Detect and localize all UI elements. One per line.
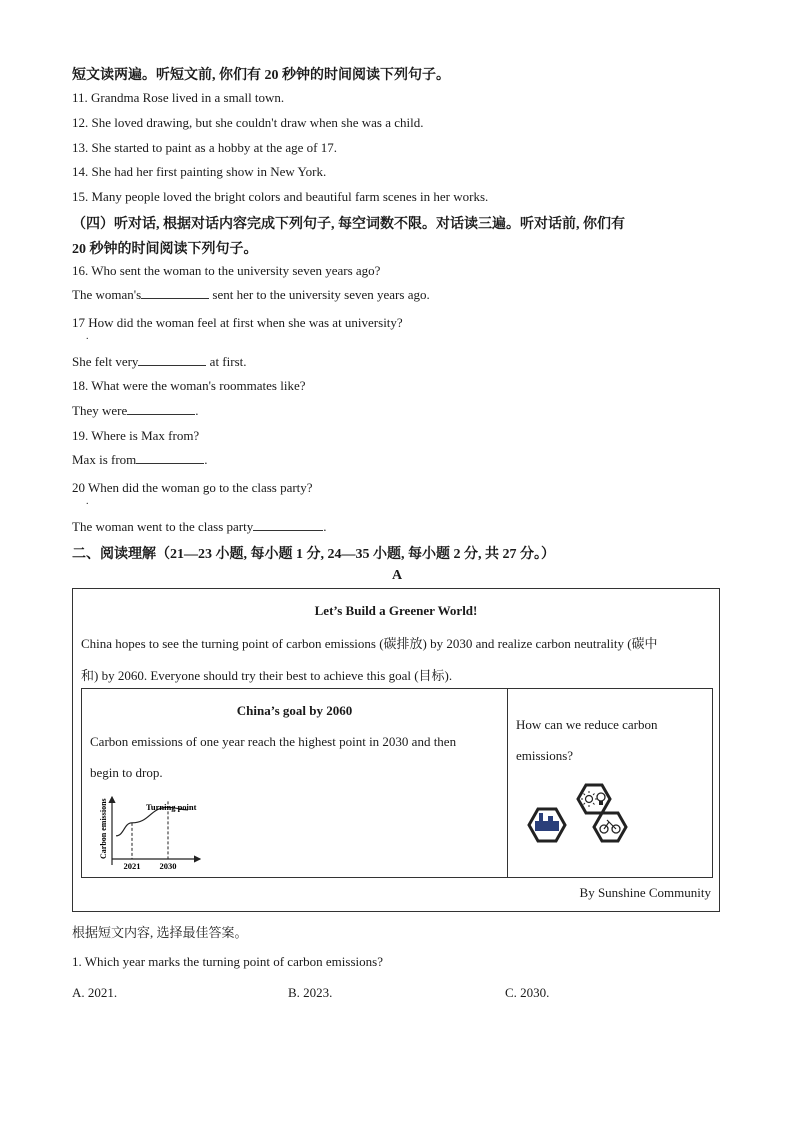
answer-prefix: They were (72, 403, 128, 418)
question-17: 17 How did the woman feel at first when she was at university? (72, 315, 403, 330)
question-line2: emissions? (516, 748, 574, 763)
answer-suffix: sent her to the university seven years ago. (209, 287, 430, 302)
goal-title: China’s goal by 2060 (236, 703, 353, 718)
tick-label-2030: 2030 (159, 861, 177, 869)
answer-blank-20[interactable] (253, 519, 323, 531)
dot-mark: . (86, 331, 89, 342)
answer-prefix: The woman went to the class party (72, 519, 254, 534)
answer-line-18 (72, 403, 198, 419)
poster-title: Let’s Build a Greener World! (314, 603, 478, 618)
statement-15: 15. Many people loved the bright colors and beautiful farm scenes in her works. (72, 189, 489, 204)
y-axis-label: Carbon emissions (99, 798, 108, 859)
option-c[interactable]: C. 2030. (505, 985, 550, 1000)
listening-instructions: 短文读两遍。听短文前, 你们有 20 秒钟的时间阅读下列句子。 (72, 68, 450, 83)
question-18: 18. What were the woman's roommates like? (72, 378, 306, 393)
answer-prefix: Max is from (72, 452, 137, 467)
goal-text-line1: Carbon emissions of one year reach the highest point in 2030 and then (90, 734, 457, 749)
poster-box (72, 588, 720, 912)
green-actions-illustration (526, 781, 636, 849)
answer-blank-18[interactable] (127, 403, 195, 415)
mcq-question: 1. Which year marks the turning point of carbon emissions? (72, 954, 383, 969)
task-instruction: 根据短文内容, 选择最佳答案。 (72, 925, 248, 940)
goal-text-line2: begin to drop. (90, 765, 163, 780)
option-a[interactable]: A. 2021. (72, 985, 118, 1000)
answer-blank-17[interactable] (138, 354, 206, 366)
answer-line-16 (72, 287, 430, 303)
section4-instructions-line1: （四）听对话, 根据对话内容完成下列句子, 每空词数不限。对话读三遍。听对话前, 你们有 (72, 217, 625, 232)
passage-label: A (391, 568, 403, 583)
question-16: 16. Who sent the woman to the university seven years ago? (72, 263, 381, 278)
question-19: 19. Where is Max from? (72, 428, 200, 443)
column-divider (507, 689, 508, 877)
answer-suffix: . (204, 452, 208, 467)
poster-intro-line1: China hopes to see the turning point of carbon emissions (碳排放) by 2030 and realize carbon neutrality (碳中 (81, 636, 658, 651)
option-b[interactable]: B. 2023. (288, 985, 333, 1000)
answer-suffix: at first. (206, 354, 247, 369)
answer-suffix: . (195, 403, 199, 418)
reading-section-header: 二、阅读理解（21—23 小题, 每小题 1 分, 24—35 小题, 每小题 2 分, 共 27 分。） (72, 547, 555, 562)
question-line1: How can we reduce carbon (516, 717, 658, 732)
dot-mark: . (86, 496, 89, 507)
statement-14: 14. She had her first painting show in New York. (72, 164, 327, 179)
question-20: 20 When did the woman go to the class party? (72, 480, 313, 495)
answer-prefix: The woman's (72, 287, 142, 302)
turning-point-annotation: Turning point (146, 802, 197, 812)
answer-suffix: . (323, 519, 327, 534)
section4-instructions-line2: 20 秒钟的时间阅读下列句子。 (72, 242, 258, 257)
answer-blank-16[interactable] (141, 287, 209, 299)
poster-inner-table (81, 688, 713, 878)
emissions-chart (96, 793, 206, 869)
poster-intro-line2: 和) by 2060. Everyone should try their best to achieve this goal (目标). (81, 668, 453, 683)
statement-13: 13. She started to paint as a hobby at the age of 17. (72, 140, 337, 155)
hexagon-bicycle (594, 813, 626, 841)
tick-label-2021: 2021 (123, 861, 141, 869)
answer-line-20 (72, 519, 326, 535)
answer-line-19 (72, 452, 208, 468)
statement-12: 12. She loved drawing, but she couldn't draw when she was a child. (72, 115, 424, 130)
poster-byline: By Sunshine Community (579, 885, 711, 900)
answer-prefix: She felt very (72, 354, 139, 369)
statement-11: 11. Grandma Rose lived in a small town. (72, 90, 285, 105)
answer-line-17 (72, 354, 247, 370)
answer-blank-19[interactable] (136, 452, 204, 464)
